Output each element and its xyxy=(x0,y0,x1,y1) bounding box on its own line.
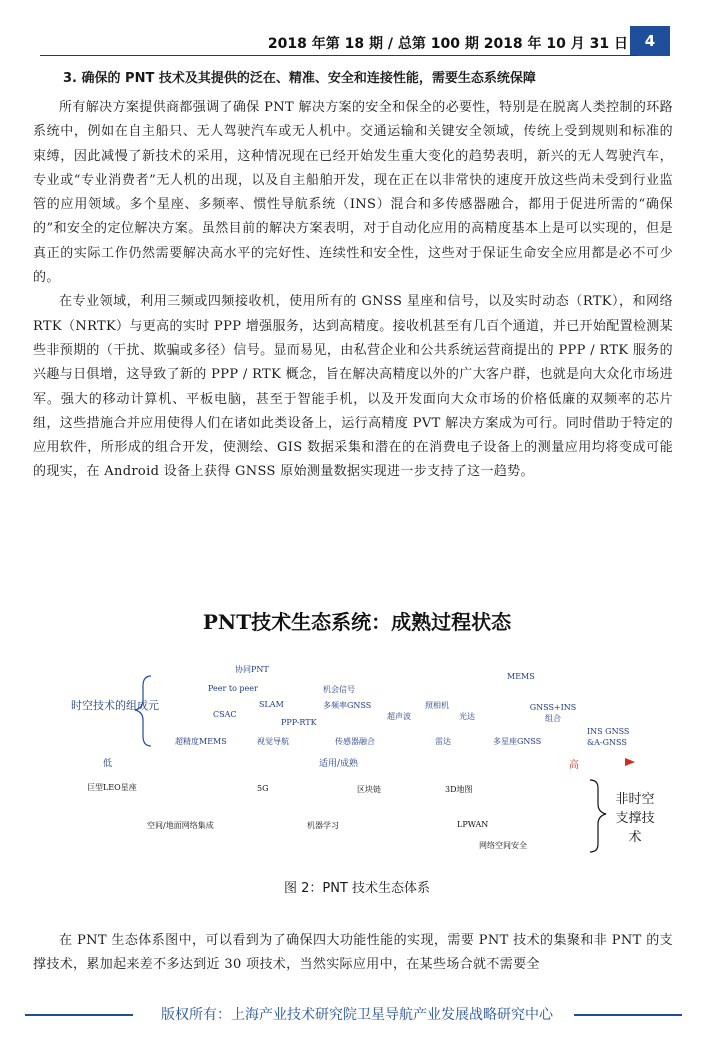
figure-caption: 图 2：PNT 技术生态体系 xyxy=(283,881,431,896)
ecosystem-diagram xyxy=(35,640,675,870)
footer-copyright: 版权所有：上海产业技术研究院卫星导航产业发展战略研究中心 xyxy=(161,1007,553,1023)
label-cooperative-pnt: 协同PNT xyxy=(235,665,269,674)
label-csac: CSAC xyxy=(213,710,237,719)
label-sensor-fusion: 传感器融合 xyxy=(335,737,375,746)
label-radar: 雷达 xyxy=(435,737,451,746)
axis-arrowhead xyxy=(625,758,635,766)
bottom-content xyxy=(33,929,673,978)
label-lpwan: LPWAN xyxy=(457,820,489,829)
paragraph-3: 在 PNT 生态体系图中，可以看到为了确保四大功能性能的实现，需要 PNT 技术的集聚和非 PNT 的支撑技术，累加起来差不多达到近 30 项技术，当然实际应用中，在某些场合就不需要全 xyxy=(33,933,673,973)
issue-info: 2018 年第 18 期 / 总第 100 期 2018 年 10 月 31 日 xyxy=(267,36,628,52)
label-ins-gnss-a-gnss: INS GNSS &A-GNSS xyxy=(587,727,630,747)
label-multi-frequency-gnss: 多频率GNSS xyxy=(323,701,372,710)
label-ultrasound: 超声波 xyxy=(387,712,411,721)
label-signals-of-opportunity: 机会信号 xyxy=(323,685,355,694)
axis-high-label: 高 xyxy=(569,760,579,771)
label-space-ground-integration: 空间/地面网络集成 xyxy=(147,821,214,830)
label-visual-navigation: 视觉导航 xyxy=(257,737,289,746)
label-multi-constellation-gnss: 多星座GNSS xyxy=(493,737,542,746)
paragraph-1: 所有解决方案提供商都强调了确保 PNT 解决方案的安全和保全的必要性，特别是在脱离人类控制的环路系统中，例如在自主船只、无人驾驶汽车或无人机中。交通运输和关键安全领域，传统上受到规则和标准的束缚，因此减慢了新技术的采用，这种情况现在已经开始发生重大变化的趋势表明，新兴的无人驾驶汽车，专业或“专业消费者”无人机的出现，以及自主船舶开发，现在正在以非常快的速度开放这些尚未受到行业监管的应用领域。多个星座、多频率、惯性导航系统（INS）混合和多传感器融合，都用于促进所需的“确保的”和安全的定位解决方案。虽然目前的解决方案表明，对于自动化应用的高精度基本上是可以实现的，但是真正的实际工作仍然需要解决高水平的完好性、连续性和安全性，这些对于保证生命安全应用都是必不可少的。 xyxy=(33,100,673,286)
label-mega-leo-constellation: 巨型LEO星座 xyxy=(87,783,137,792)
label-camera: 照相机 xyxy=(425,701,449,710)
left-group-label: 时空技术的组成元 xyxy=(71,699,159,712)
label-ppp-rtk: PPP-RTK xyxy=(281,718,317,727)
label-ultra-precision-mems: 超精度MEMS xyxy=(175,737,227,746)
label-mems: MEMS xyxy=(507,672,535,681)
section-title: 3. 确保的 PNT 技术及其提供的泛在、精准、安全和连接性能，需要生态系统保障 xyxy=(63,71,536,86)
paragraph-2: 在专业领域，利用三频或四频接收机，使用所有的 GNSS 星座和信号，以及实时动态（RTK），和网络 RTK（NRTK）与更高的实时 PPP 增强服务，达到高精度。接收机甚至有几百个通道，并已开始配置检测某些非预期的（干扰、欺骗或多径）信号。显而易见，由私营企业和公共系统运营商提出的 PPP / RTK 服务的兴趣与日俱增，这导致了新的 PPP / RTK 概念，旨在解决高精度以外的广大客户群，也就是向大众化市场进军。强大的移动计算机、平板电脑，甚至于智能手机，以及开发面向大众市场的价格低廉的双频率的芯片组，这些措施合并应用使得人们在诸如此类设备上，运行高精度 PVT 解决方案成为可行。同时借助于特定的应用软件，所形成的组合开发，使测绘、GIS 数据采集和潜在的在消费电子设备上的测量应用均将变成可能的现实，在 Android 设备上获得 GNSS 原始测量数据实现进一步支持了这一趋势。 xyxy=(33,294,673,480)
label-3d-maps: 3D地图 xyxy=(445,785,473,794)
right-group-label: 非时空支撑技术 xyxy=(615,792,655,845)
page-number: 4 xyxy=(630,26,670,56)
label-lidar: 光达 xyxy=(459,712,475,721)
header-divider xyxy=(40,55,638,56)
right-brace xyxy=(590,780,606,852)
axis-low-label: 低 xyxy=(103,759,113,769)
figure-title: PNT技术生态系统：成熟过程状态 xyxy=(202,610,512,634)
main-content xyxy=(33,68,673,485)
label-machine-learning: 机器学习 xyxy=(307,821,339,830)
label-cyber-security: 网络空间安全 xyxy=(479,841,527,850)
label-gnss-ins: GNSS+INS组合 xyxy=(529,703,577,723)
footer-divider-right xyxy=(574,1014,682,1016)
diagram-graphics xyxy=(35,640,675,870)
axis-mid-label: 适用/成熟 xyxy=(319,759,359,769)
label-5g: 5G xyxy=(257,784,269,793)
label-blockchain: 区块链 xyxy=(357,785,381,794)
label-peer-to-peer: Peer to peer xyxy=(208,684,258,693)
label-slam: SLAM xyxy=(259,700,284,709)
